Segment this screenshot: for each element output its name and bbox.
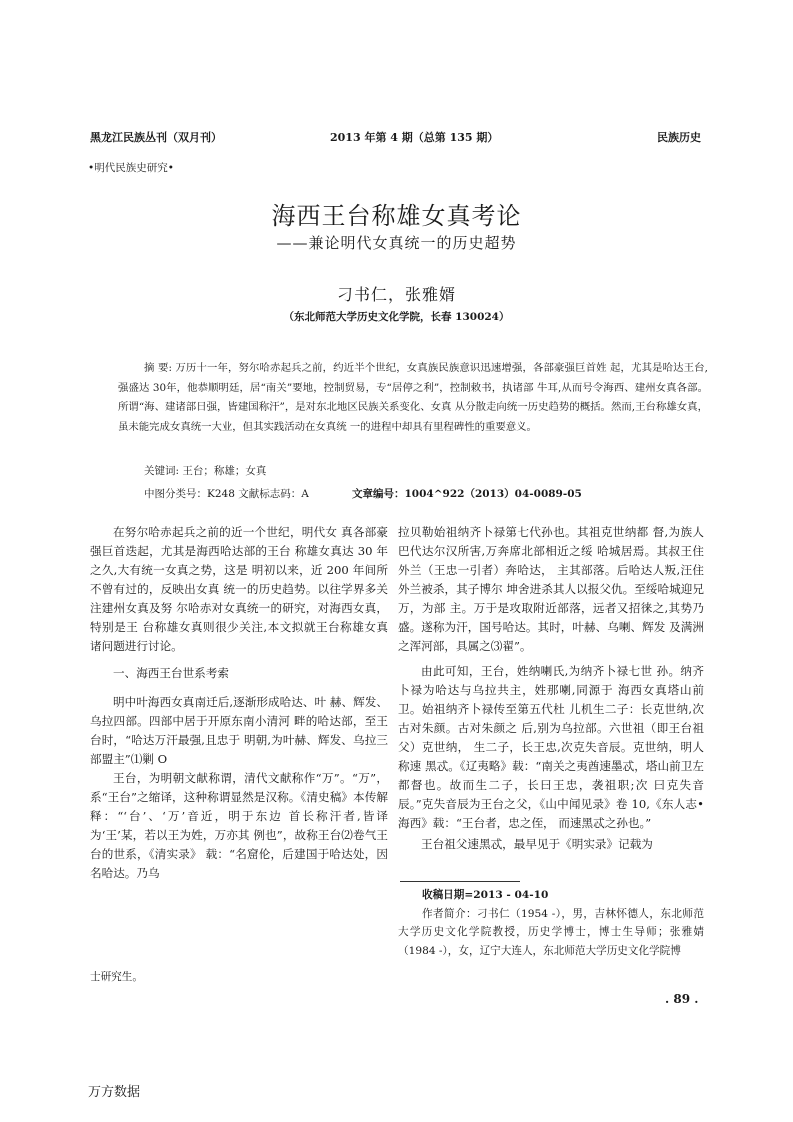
section-name: 民族历史 — [657, 131, 701, 144]
abstract-text: 万历十一年，努尔哈赤起兵之前，约近半个世纪，女真族民族意识迅速增强，各部豪强巨首姓 起，尤其是哈达王台,强盛达 30年，他恭顺明廷，居“南关”要地，控制贸易，专“居停之利”，控制敕书，执诸部 牛耳,从而号令海西、建州女真各部。所谓“海、建诸部日强，皆建国称汗”，是对东北地区民族关系变化、女真 从分散走向统一历史趋势的概括。然而,王台称雄女真，虽未能完成女真统一大业，但其实践活动在女真统 一的进程中却具有里程碑性的重要意义。 — [118, 362, 708, 433]
page-number: . 89 . — [665, 992, 699, 1006]
paper-title: 海西王台称雄女真考论 — [271, 202, 522, 230]
body-paragraph: 王台祖父速黑忒，最早见于《明实录》记载为 — [421, 837, 653, 851]
journal-name: 黑龙江民族丛刊（双月刊） — [90, 131, 222, 144]
keywords — [144, 463, 266, 478]
body-right-column — [398, 523, 704, 854]
received-date: 收稿日期=2013 - 04-10 — [422, 889, 549, 901]
author-note-continued: 士研究生。 — [90, 971, 143, 983]
body-paragraph: 明中叶海西女真南迁后,逐渐形成哈达、叶 赫、辉发、乌拉四部。四部中居于开原东南小清河 畔的哈达部，至王台时，“哈达万汗最强,且忠于 明朝,为叶赫、辉发、乌拉三部盟主”⑴剿 O — [90, 695, 388, 766]
footnote-block — [398, 886, 704, 960]
body-paragraph: 拉贝勒始祖纳齐卜禄第七代孙也。其祖克世纳都 督,为族人巴代达尔汉所害,万奔席北部相近之绥 哈城居焉。其叔王住外兰（王忠一引者）奔哈达， 主其部落。后哈达人叛,汪住外兰被杀，其子博尔 坤舍进杀其人以报父仇。至绥哈城迎兄万，为部 主。万于是攻取附近部落，远者又招徕之,其势乃 盛。遂称为汗，国号哈达。其时，叶赫、乌喇、辉发 及满洲之浑河部，具属之⑶翟”。 — [398, 525, 704, 653]
keywords-label: 关键词: — [144, 465, 180, 477]
issue-info: 2013 年第 4 期（总第 135 期） — [330, 131, 499, 144]
author-note: 作者简介：刁书仁（1954 -），男，吉林怀德人，东北师范大学历史文化学院教授，历史学博士，博士生导师；张雅婧（1984 -），女，辽宁大连人，东北师范大学历史文化学院博 — [398, 907, 704, 957]
abstract — [118, 359, 708, 437]
affiliation: （东北师范大学历史文化学院，长春 130024） — [283, 311, 510, 323]
authors: 刁书仁，张雅婿 — [336, 285, 456, 304]
keywords-text: 王台；称雄；女真 — [182, 465, 267, 477]
body-left-column — [90, 523, 388, 883]
classification: 中图分类号：K248 文献标志码：A — [144, 488, 309, 500]
section-heading: 一、海西王台世系考索 — [113, 666, 229, 680]
column-tag: •明代民族史研究• — [88, 162, 174, 174]
abstract-label: 摘 要: — [144, 362, 172, 374]
body-paragraph: 在努尔哈赤起兵之前的近一个世纪，明代女 真各部豪强巨首迭起，尤其是海西哈达部的王台 称雄女真达 30 年之久,大有统一女真之势，这是 明初以来，近 200 年间所不曾有过的，反映出女真 统一的历史趋势。以往学界多关注建州女真及努 尔哈赤对女真统一的研究，对海西女真，特别是王 台称雄女真则很少关注,本文拟就王台称雄女真 诸问题进行讨论。 — [90, 525, 388, 653]
paper-subtitle: ——兼论明代女真统一的历史超势 — [276, 234, 517, 252]
watermark: 万方数据 — [88, 1085, 141, 1100]
body-paragraph: 由此可知，王台，姓纳喇氏,为纳齐卜禄七世 孙。纳齐卜禄为哈达与乌拉共主，姓那喇,同源于 海西女真塔山前卫。始祖纳齐卜禄传至第五代杜 儿机生二子：长克世纳,次古对朱颜。古对朱颜之 后,别为乌拉部。六世祖（即王台祖父）克世纳， 生二子，长王忠,次克失音辰。克世纳，明人称速 黑忒。《辽夷略》载：“南关之夷酋速墨忒，塔山前卫左都督也。故而生二子，长曰王忠，袭祖职;次 曰克失音辰。”克失音辰为王台之父，《山中闻见录》卷 10,《东人志•海西》载：“王台者，忠之侄， 而速黑忒之孙也。” — [398, 664, 704, 830]
article-number: 文章编号：1004^922（2013）04-0089-05 — [352, 488, 582, 500]
body-paragraph: 王台，为明朝文献称谓，清代文献称作“万”。“万”，系“王台”之缩译，这种称谓显然是汉称。《清史稿》本传解释：“‘台’、‘万’音近，明于东边 首长称汗者,皆译为‘王’某，若以王为姓，万亦其 例也”，故称王台⑵卷气王台的世系，《清实录》 载：“名窟伦，后建国于哈达处，因名哈达。乃乌 — [90, 771, 388, 880]
footnote-divider — [400, 881, 520, 882]
